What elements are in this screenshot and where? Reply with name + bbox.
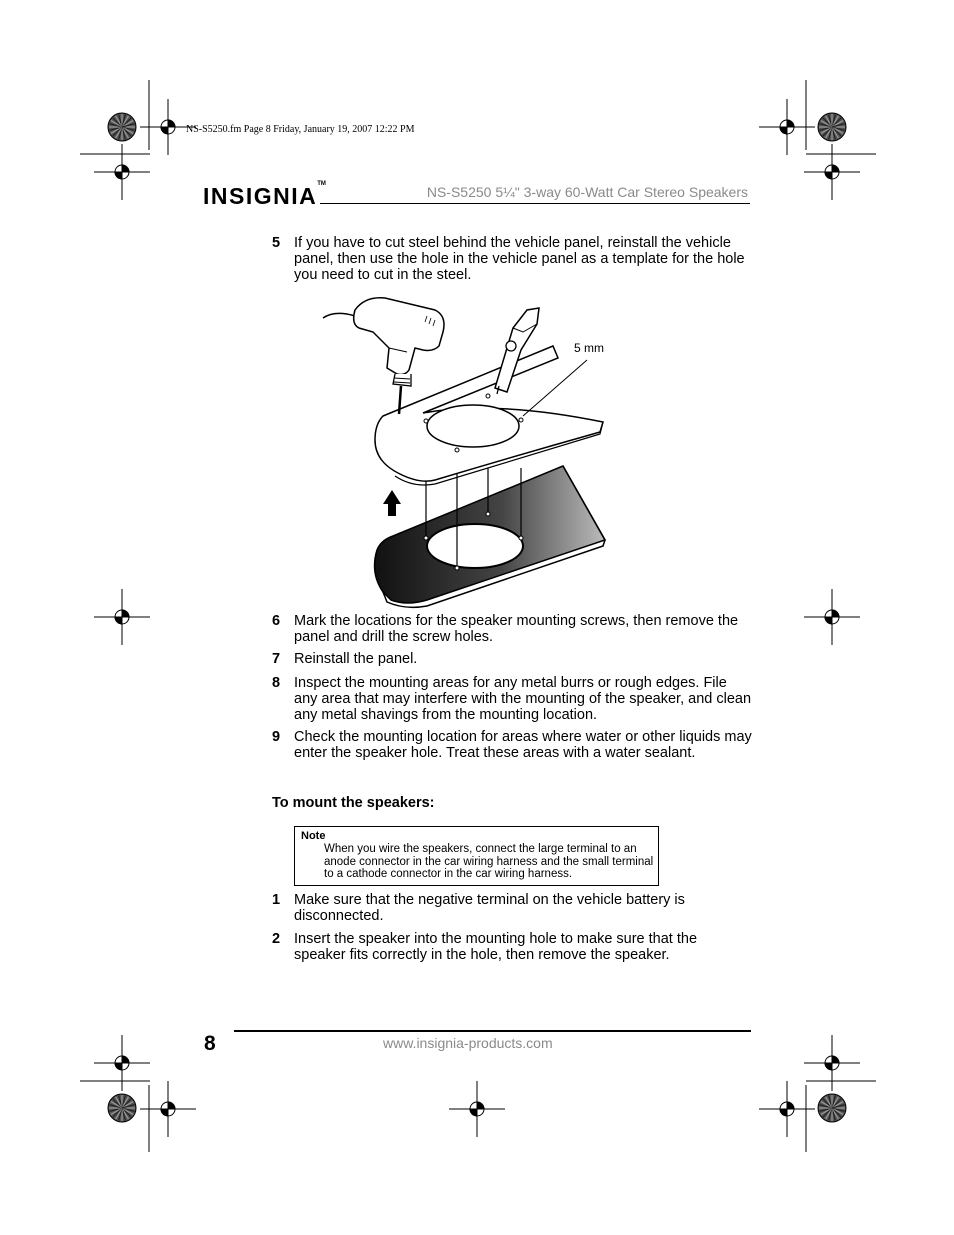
step-text: Reinstall the panel. — [294, 651, 418, 667]
power-drill-icon — [323, 298, 444, 414]
footer-url: www.insignia-products.com — [383, 1035, 553, 1051]
logo-trademark: TM — [317, 181, 326, 188]
insignia-logo — [203, 183, 326, 210]
step-text: Check the mounting location for areas where water or other liquids may enter the speaker hole. Treat these areas with a water sealant. — [294, 729, 752, 761]
step-number: 2 — [272, 931, 281, 947]
starburst-mark — [818, 1094, 846, 1122]
step-number: 7 — [272, 651, 281, 667]
step-9 — [272, 729, 752, 761]
crosshair-mark — [759, 1081, 815, 1137]
step-number: 5 — [272, 235, 281, 251]
note-text: When you wire the speakers, connect the large terminal to an anode connector in the car wiring harness and the small terminal to a cathode connector in the car wiring harness. — [324, 843, 654, 880]
step-5 — [272, 235, 752, 283]
up-arrow-icon — [383, 490, 401, 516]
starburst-mark — [108, 113, 136, 141]
file-slug: NS-S5250.fm Page 8 Friday, January 19, 2007 12:22 PM — [186, 124, 415, 135]
panel-hole — [427, 405, 519, 447]
step-number: 1 — [272, 892, 281, 908]
steel-hole — [427, 524, 523, 568]
step-text: Mark the locations for the speaker mounting screws, then remove the panel and drill the screw holes. — [294, 613, 739, 645]
utility-knife-icon — [495, 308, 539, 394]
logo-text: INSIGNIA — [203, 183, 318, 209]
step-number: 8 — [272, 675, 281, 691]
mount-step-1 — [272, 892, 752, 924]
crosshair-mark — [140, 1081, 196, 1137]
step-7 — [272, 651, 752, 667]
step-number: 6 — [272, 613, 281, 629]
step-6 — [272, 613, 752, 645]
header-rule — [320, 203, 750, 204]
crosshair-mark — [94, 144, 150, 200]
step-8 — [272, 675, 752, 723]
crosshair-mark — [449, 1081, 505, 1137]
dimension-label: 5 mm — [574, 341, 604, 355]
step-text: If you have to cut steel behind the vehicle panel, reinstall the vehicle panel, then use the hole in the vehicle panel as a template for the hole you need to cut in the steel. — [294, 235, 745, 283]
starburst-mark — [818, 113, 846, 141]
note-box — [294, 826, 659, 886]
footer-rule — [234, 1030, 751, 1032]
note-title: Note — [301, 830, 326, 842]
starburst-mark — [108, 1094, 136, 1122]
header-title: NS-S5250 5¼" 3-way 60-Watt Car Stereo Speakers — [426, 184, 748, 200]
mounting-illustration — [315, 288, 620, 610]
step-text: Inspect the mounting areas for any metal burrs or rough edges. File any area that may interfere with the mounting of the speaker, and clean any metal shavings from the mounting location. — [294, 675, 752, 723]
step-number: 9 — [272, 729, 281, 745]
step-text: Make sure that the negative terminal on the vehicle battery is disconnected. — [294, 892, 685, 924]
crosshair-mark — [804, 1035, 860, 1091]
section-heading: To mount the speakers: — [272, 795, 435, 811]
step-text: Insert the speaker into the mounting hole to make sure that the speaker fits correctly in the hole, then remove the speaker. — [294, 931, 698, 963]
mount-step-2 — [272, 931, 752, 963]
crosshair-mark — [804, 589, 860, 645]
crosshair-mark — [804, 144, 860, 200]
crosshair-mark — [94, 589, 150, 645]
page-number: 8 — [204, 1032, 216, 1055]
crosshair-mark — [94, 1035, 150, 1091]
crosshair-mark — [759, 99, 815, 155]
